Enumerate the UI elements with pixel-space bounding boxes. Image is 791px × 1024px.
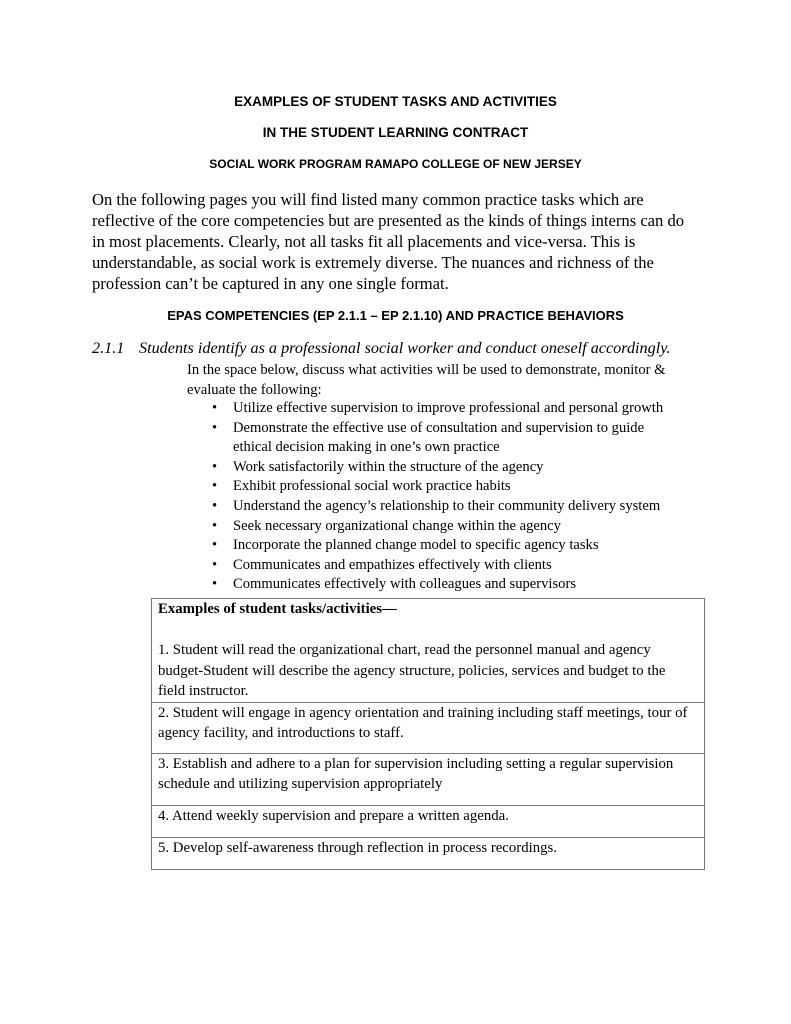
- intro-line: reflective of the core competencies but are presented as the kinds of things interns can do: [92, 211, 685, 230]
- example-text: schedule and utilizing supervision appropriately: [158, 776, 443, 792]
- intro-line: On the following pages you will find listed many common practice tasks which are: [92, 190, 644, 209]
- example-text: 5. Develop self-awareness through reflection in process recordings.: [158, 839, 557, 856]
- example-row: [152, 753, 705, 805]
- example-text: 2. Student will engage in agency orientation and training including staff meetings, tour of: [158, 704, 688, 721]
- practice-behavior-item: [213, 419, 663, 458]
- practice-behavior-item: [213, 517, 663, 537]
- instruction-line: evaluate the following:: [187, 381, 322, 398]
- document-title: EXAMPLES OF STUDENT TASKS AND ACTIVITIES: [234, 94, 557, 109]
- example-row: [152, 805, 705, 837]
- program-name: SOCIAL WORK PROGRAM RAMAPO COLLEGE OF NEW JERSEY: [209, 157, 582, 171]
- bullet-icon: •: [212, 419, 218, 436]
- practice-behaviors-list: [213, 399, 663, 595]
- example-cell: [152, 753, 705, 805]
- examples-header: Examples of student tasks/activities—: [158, 601, 397, 617]
- example-text: budget-Student will describe the agency structure, policies, services and budget to the: [158, 662, 666, 679]
- example-text: 4. Attend weekly supervision and prepare a written agenda.: [158, 807, 509, 824]
- bullet-icon: •: [212, 556, 218, 573]
- bullet-icon: •: [212, 517, 218, 534]
- bullet-icon: •: [212, 576, 218, 593]
- document-subtitle: IN THE STUDENT LEARNING CONTRACT: [262, 125, 529, 140]
- bullet-icon: •: [212, 458, 218, 475]
- intro-line: in most placements. Clearly, not all tasks fit all placements and vice-versa. This is: [92, 232, 636, 251]
- example-row: [152, 599, 705, 703]
- competency-title: Students identify as a professional social worker and conduct oneself accordingly.: [139, 339, 671, 357]
- practice-behavior-text: Utilize effective supervision to improve professional and personal growth: [233, 400, 664, 416]
- practice-behavior-text: Exhibit professional social work practice habits: [233, 478, 511, 495]
- examples-table: [151, 598, 705, 870]
- example-cell: [152, 599, 705, 703]
- example-cell: [152, 837, 705, 869]
- bullet-icon: •: [212, 400, 218, 416]
- competency-number: 2.1.1: [92, 339, 125, 357]
- practice-behavior-text: Incorporate the planned change model to specific agency tasks: [233, 537, 599, 554]
- practice-behavior-text: ethical decision making in one’s own practice: [233, 439, 500, 456]
- practice-behavior-item: [213, 477, 663, 497]
- example-text: agency facility, and introductions to staff.: [158, 725, 404, 741]
- example-row: [152, 702, 705, 753]
- epas-heading: EPAS COMPETENCIES (EP 2.1.1 – EP 2.1.10) AND PRACTICE BEHAVIORS: [167, 308, 624, 323]
- intro-paragraph: [92, 189, 684, 294]
- example-text: 1. Student will read the organizational chart, read the personnel manual and agency: [158, 642, 651, 658]
- practice-behavior-item: [213, 399, 663, 419]
- bullet-icon: •: [212, 478, 218, 495]
- example-text: field instructor.: [158, 683, 249, 699]
- instruction-line: In the space below, discuss what activities will be used to demonstrate, monitor &: [187, 362, 666, 378]
- bullet-icon: •: [212, 537, 218, 554]
- intro-line: profession can’t be captured in any one single format.: [92, 274, 449, 293]
- competency-instruction: [187, 361, 666, 400]
- example-row: [152, 837, 705, 869]
- example-text: 3. Establish and adhere to a plan for supervision including setting a regular supervision: [158, 755, 674, 772]
- practice-behavior-item: [213, 458, 663, 478]
- practice-behavior-text: Understand the agency’s relationship to their community delivery system: [233, 497, 661, 514]
- intro-line: understandable, as social work is extremely diverse. The nuances and richness of the: [92, 253, 654, 272]
- bullet-icon: •: [212, 497, 218, 514]
- example-cell: [152, 702, 705, 753]
- competency-heading: [92, 339, 671, 358]
- practice-behavior-item: [213, 556, 663, 576]
- practice-behavior-item: [213, 575, 663, 595]
- practice-behavior-text: Communicates effectively with colleagues and supervisors: [233, 576, 576, 593]
- practice-behavior-item: [213, 536, 663, 556]
- practice-behavior-item: [213, 497, 663, 517]
- practice-behavior-text: Communicates and empathizes effectively with clients: [233, 556, 552, 573]
- example-cell: [152, 805, 705, 837]
- practice-behavior-text: Work satisfactorily within the structure of the agency: [233, 458, 544, 475]
- spacer: [158, 620, 698, 641]
- practice-behavior-text: Demonstrate the effective use of consultation and supervision to guide: [233, 419, 645, 436]
- practice-behavior-text: Seek necessary organizational change within the agency: [233, 517, 561, 534]
